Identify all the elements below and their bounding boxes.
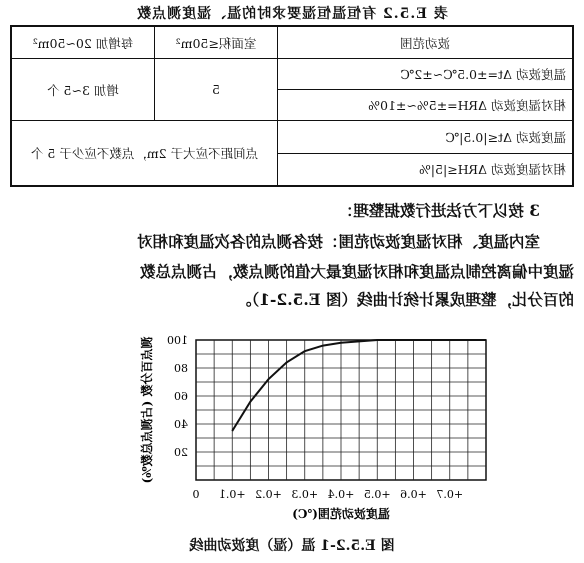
x-tick-label: +0.6 (400, 488, 427, 501)
range-cell: 相对湿度波动 ΔRH≤|5|% (278, 153, 574, 186)
range-cell: 温度波动 Δt=±0.5℃~±2℃ (278, 59, 574, 90)
table-row (11, 59, 573, 90)
x-tick-label: +0.3 (291, 488, 319, 501)
fluctuation-chart (76, 330, 506, 525)
figure-caption: 图 E.5.2-1 温（湿）度波动曲线 (189, 538, 395, 554)
note-cell: 点间距不应大于 2m，点数不应少于 5 个 (11, 120, 278, 186)
x-tick-label: +0.2 (255, 488, 282, 501)
y-tick-label: 80 (174, 362, 188, 375)
increment-cell: 增加 3~5 个 (11, 59, 155, 121)
area-cell: 5 (155, 59, 278, 121)
measurement-points-table (10, 25, 574, 187)
x-tick-label: 0 (192, 488, 200, 501)
x-tick-label: +0.4 (327, 488, 355, 501)
y-tick-label: 100 (167, 334, 188, 347)
range-cell: 温度波动 Δt≤|0.5|℃ (278, 120, 574, 153)
header-increment: 每增加 20~50m² (11, 26, 155, 59)
table-header-row (11, 26, 573, 59)
y-tick-label: 20 (174, 446, 188, 459)
header-area: 室面积≤50m² (155, 26, 278, 59)
y-tick-label: 40 (174, 418, 188, 431)
x-tick-label: +0.5 (363, 488, 391, 501)
paragraph-line: 3 按以下方法进行数据整理： (337, 201, 540, 220)
table-title: 表 E.5.2 有恒温恒湿要求时的温、湿度测点数 (136, 6, 448, 22)
y-axis-label: 测点百分数 (占测点总数%) (140, 336, 154, 484)
header-range: 波动范围 (278, 26, 574, 59)
x-axis-label: 温度波动范围(℃) (292, 507, 390, 521)
paragraph-line: 室内温度、相对湿度波动范围：按各测点的各次温度和相对 (136, 232, 540, 251)
x-tick-label: +0.7 (436, 488, 464, 501)
y-tick-label: 60 (174, 390, 188, 403)
x-tick-label: +0.1 (218, 488, 246, 501)
paragraph-line: 的百分比，整理成累计统计曲线（图 E.5.2-1）。 (235, 290, 574, 309)
range-cell: 相对湿度波动 ΔRH=±5%~±10% (278, 90, 574, 121)
paragraph-line: 湿度中偏离控制点温度和相对湿度最大值的测点数，占测点总数 (139, 262, 574, 281)
chart-grid (196, 340, 486, 480)
table-row (11, 120, 573, 153)
